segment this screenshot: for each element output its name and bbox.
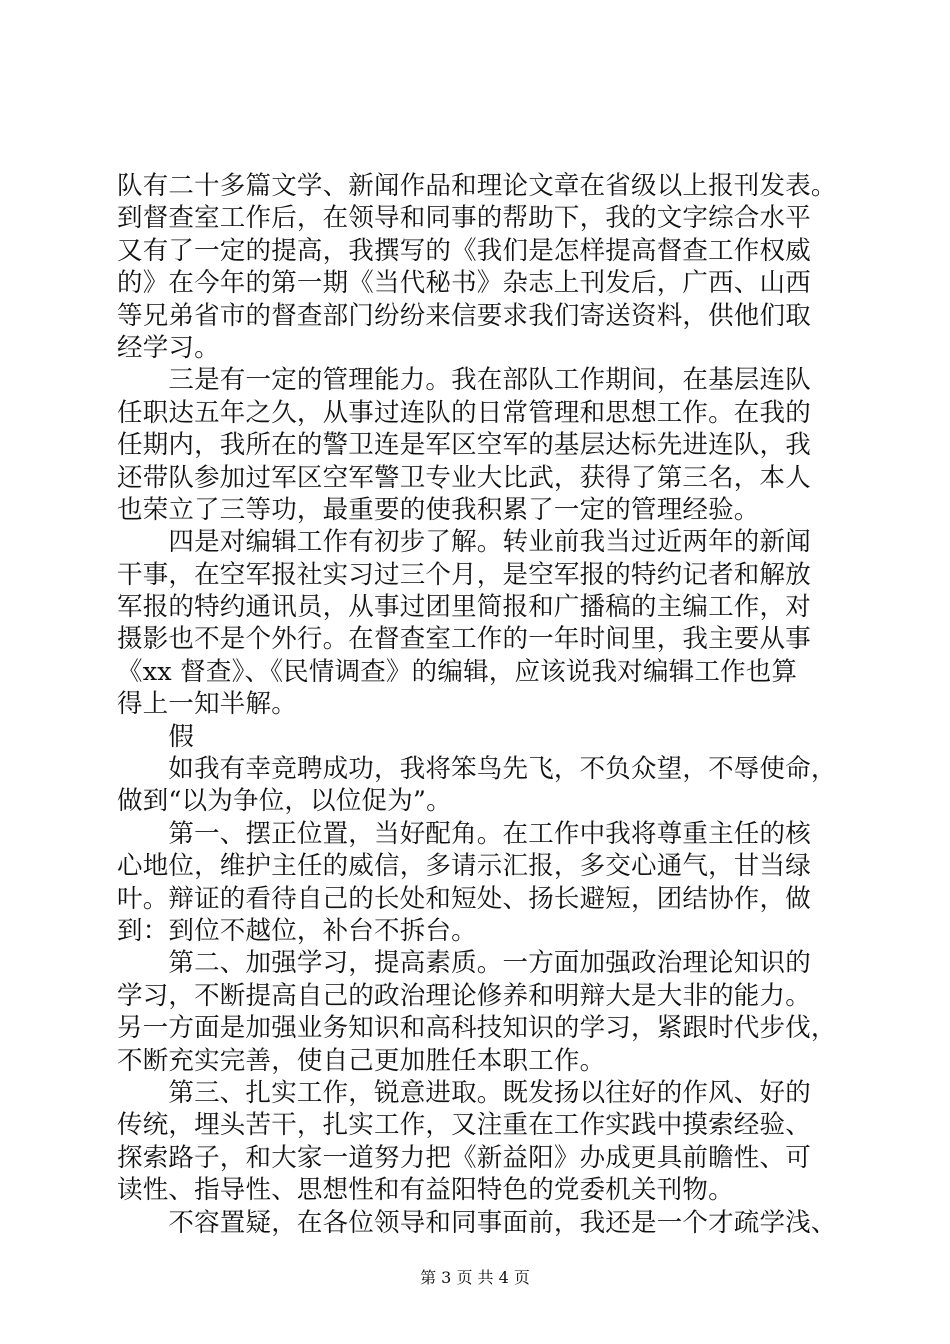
text-line: 另一方面是加强业务知识和高科技知识的学习，紧跟时代步伐， bbox=[117, 1013, 837, 1044]
text-line: 探索路子，和大家一道努力把《新益阳》办成更具前瞻性、可 bbox=[117, 1142, 811, 1173]
text-line: 得上一知半解。 bbox=[117, 689, 297, 720]
text-line: 传统，埋头苦干，扎实工作，又注重在工作实践中摸索经验、 bbox=[117, 1110, 811, 1141]
text-line: 经学习。 bbox=[117, 332, 220, 363]
text-line: 读性、指导性、思想性和有益阳特色的党委机关刊物。 bbox=[117, 1175, 734, 1206]
text-line: 的》在今年的第一期《当代秘书》杂志上刊发后，广西、山西 bbox=[117, 268, 811, 299]
text-line: 摄影也不是个外行。在督查室工作的一年时间里，我主要从事 bbox=[117, 624, 811, 655]
text-line: 又有了一定的提高，我撰写的《我们是怎样提高督查工作权威 bbox=[117, 235, 811, 266]
text-line: 学习，不断提高自己的政治理论修养和明辩大是大非的能力。 bbox=[117, 980, 811, 1011]
document-body bbox=[117, 170, 851, 1239]
text-line: 叶。辩证的看待自己的长处和短处、扬长避短，团结协作，做 bbox=[117, 883, 811, 914]
text-line: 三是有一定的管理能力。我在部队工作期间，在基层连队 bbox=[117, 365, 811, 396]
text-line: 做到“以为争位，以位促为”。 bbox=[117, 786, 452, 817]
text-line: 军报的特约通讯员，从事过团里简报和广播稿的主编工作，对 bbox=[117, 592, 811, 623]
text-line: 《xx 督查》、《民情调查》的编辑，应该说我对编辑工作也算 bbox=[117, 656, 798, 687]
text-line: 还带队参加过军区空军警卫专业大比武，获得了第三名，本人 bbox=[117, 462, 811, 493]
text-line: 心地位，维护主任的威信，多请示汇报，多交心通气，甘当绿 bbox=[117, 851, 811, 882]
text-line: 等兄弟省市的督查部门纷纷来信要求我们寄送资料，供他们取 bbox=[117, 300, 811, 331]
text-line: 任职达五年之久，从事过连队的日常管理和思想工作。在我的 bbox=[117, 397, 811, 428]
text-line: 也荣立了三等功，最重要的使我积累了一定的管理经验。 bbox=[117, 494, 760, 525]
page-footer: 第 3 页 共 4 页 bbox=[420, 1268, 530, 1287]
text-line: 到督查室工作后，在领导和同事的帮助下，我的文字综合水平 bbox=[117, 203, 811, 234]
text-line: 第一、摆正位置，当好配角。在工作中我将尊重主任的核 bbox=[117, 818, 811, 849]
text-line: 队有二十多篇文学、新闻作品和理论文章在省级以上报刊发表。 bbox=[117, 171, 837, 201]
text-line: 任期内，我所在的警卫连是军区空军的基层达标先进连队，我 bbox=[117, 430, 811, 461]
text-line: 第二、加强学习，提高素质。一方面加强政治理论知识的 bbox=[117, 948, 811, 979]
text-line: 到：到位不越位，补台不拆台。 bbox=[117, 915, 477, 946]
text-line: 干事，在空军报社实习过三个月，是空军报的特约记者和解放 bbox=[117, 559, 811, 590]
text-line: 假 bbox=[117, 721, 195, 752]
text-line: 不断充实完善，使自己更加胜任本职工作。 bbox=[117, 1045, 606, 1076]
text-line: 不容置疑，在各位领导和同事面前，我还是一个才疏学浅、 bbox=[117, 1207, 837, 1238]
text-line: 四是对编辑工作有初步了解。转业前我当过近两年的新闻 bbox=[117, 527, 811, 558]
text-line: 如我有幸竞聘成功，我将笨鸟先飞，不负众望，不辱使命， bbox=[117, 754, 837, 785]
text-line: 第三、扎实工作，锐意进取。既发扬以往好的作风、好的 bbox=[117, 1077, 811, 1108]
